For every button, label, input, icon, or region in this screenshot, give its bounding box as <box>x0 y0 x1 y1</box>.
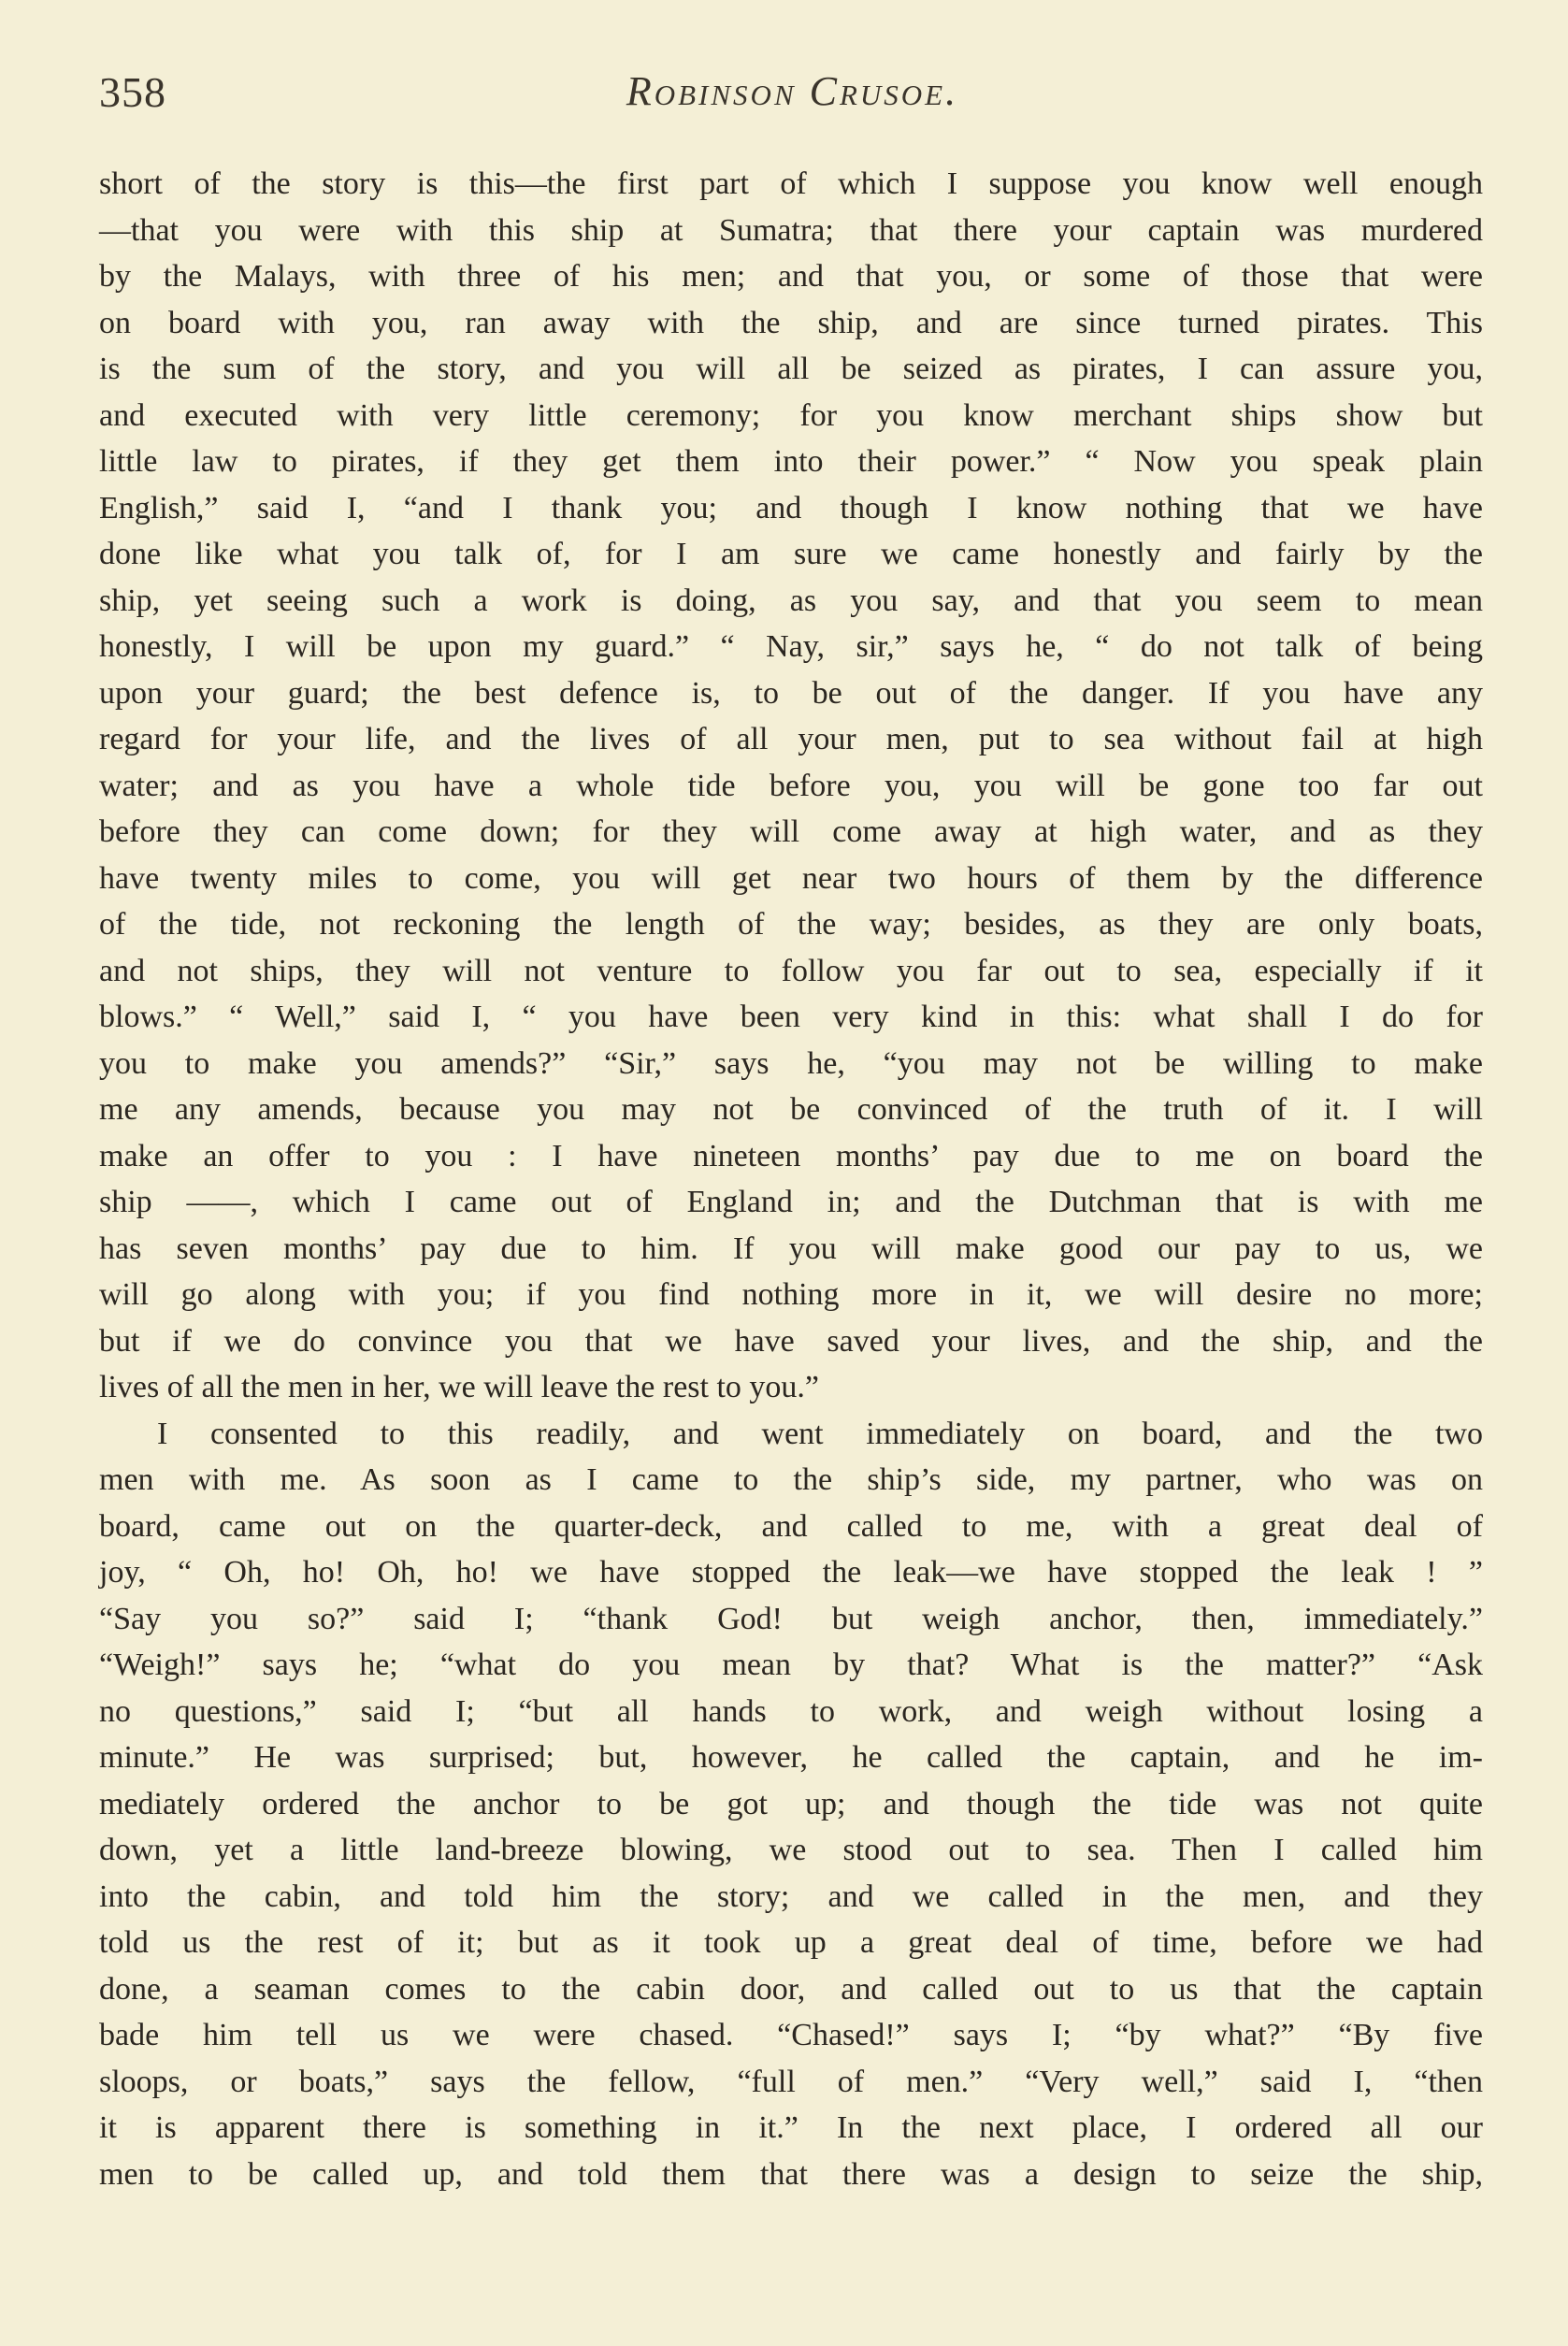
text-line: ship ——, which I came out of England in; and the Dutchman that is with me <box>99 1185 1483 1219</box>
text-line: men with me. As soon as I came to the ship’s side, my partner, who was on <box>99 1462 1483 1497</box>
text-line: is the sum of the story, and you will all be seized as pirates, I can assure you, <box>99 352 1483 386</box>
text-line: but if we do convince you that we have saved your lives, and the ship, and the <box>99 1323 1483 1359</box>
text-line: on board with you, ran away with the ship, and are since turned pirates. This <box>99 305 1483 340</box>
text-line: me any amends, because you may not be convinced of the truth of it. I will <box>99 1092 1483 1127</box>
text-line: will go along with you; if you find nothing more in it, we will desire no more; <box>99 1277 1483 1312</box>
text-line: has seven months’ pay due to him. If you will make good our pay to us, we <box>99 1231 1483 1266</box>
text-line: “Say you so?” said I; “thank God! but weigh anchor, then, immediately.” <box>99 1601 1483 1636</box>
text-line: —that you were with this ship at Sumatra; that there your captain was murdered <box>99 212 1483 248</box>
text-line: “Weigh!” says he; “what do you mean by that? What is the matter?” “Ask <box>99 1648 1483 1682</box>
text-line: told us the rest of it; but as it took up a great deal of time, before we had <box>99 1925 1483 1960</box>
text-line: no questions,” said I; “but all hands to work, and weigh without losing a <box>99 1693 1483 1729</box>
text-line: sloops, or boats,” says the fellow, “full of men.” “Very well,” said I, “then <box>99 2064 1483 2099</box>
paragraph-start-line: I consented to this readily, and went immediately on board, and the two <box>157 1416 1483 1451</box>
text-line: into the cabin, and told him the story; and we called in the men, and they <box>99 1878 1483 1914</box>
text-line: mediately ordered the anchor to be got up; and though the tide was not quite <box>99 1786 1483 1821</box>
text-line: joy, “ Oh, ho! Oh, ho! we have stopped the leak—we have stopped the leak ! ” <box>99 1555 1483 1590</box>
text-line: short of the story is this—the first part of which I suppose you know well enough <box>99 166 1483 201</box>
text-line: done, a seaman comes to the cabin door, and called out to us that the captain <box>99 1971 1483 2007</box>
text-line: by the Malays, with three of his men; and that you, or some of those that were <box>99 259 1483 294</box>
text-line: it is apparent there is something in it.” In the next place, I ordered all our <box>99 2110 1483 2145</box>
text-line: blows.” “ Well,” said I, “ you have been very kind in this: what shall I do for <box>99 1000 1483 1034</box>
page-header <box>99 58 1486 123</box>
text-line: and not ships, they will not venture to follow you far out to sea, especially if it <box>99 953 1483 988</box>
text-line: board, came out on the quarter-deck, and called to me, with a great deal of <box>99 1508 1483 1544</box>
body-text <box>99 161 1483 2197</box>
text-line: ship, yet seeing such a work is doing, as you say, and that you seem to mean <box>99 583 1483 618</box>
page-number: 358 <box>99 68 166 116</box>
text-line: minute.” He was surprised; but, however, he called the captain, and he im- <box>99 1740 1483 1775</box>
text-line: down, yet a little land-breeze blowing, we stood out to sea. Then I called him <box>99 1833 1483 1867</box>
text-line: have twenty miles to come, you will get near two hours of them by the difference <box>99 860 1483 896</box>
text-line: regard for your life, and the lives of all your men, put to sea without fail at high <box>99 722 1483 756</box>
text-line: done like what you talk of, for I am sure we came honestly and fairly by the <box>99 537 1483 571</box>
text-line: lives of all the men in her, we will leave the rest to you.” <box>99 1370 820 1404</box>
text-line: honestly, I will be upon my guard.” “ Nay, sir,” says he, “ do not talk of being <box>99 629 1483 664</box>
running-title: Robinson Crusoe. <box>626 68 959 114</box>
text-line: upon your guard; the best defence is, to be out of the danger. If you have any <box>99 675 1483 711</box>
text-line: water; and as you have a whole tide before you, you will be gone too far out <box>99 768 1483 803</box>
text-line: make an offer to you : I have nineteen months’ pay due to me on board the <box>99 1138 1483 1173</box>
text-line: and executed with very little ceremony; for you know merchant ships show but <box>99 397 1483 433</box>
text-line: you to make you amends?” “Sir,” says he, “you may not be willing to make <box>99 1045 1483 1081</box>
text-line: men to be called up, and told them that there was a design to seize the ship, <box>99 2156 1483 2192</box>
text-line: of the tide, not reckoning the length of the way; besides, as they are only boats, <box>99 907 1483 942</box>
text-line: little law to pirates, if they get them into their power.” “ Now you speak plain <box>99 444 1483 479</box>
text-line: bade him tell us we were chased. “Chased!” says I; “by what?” “By five <box>99 2018 1483 2052</box>
text-line: English,” said I, “and I thank you; and though I know nothing that we have <box>99 490 1483 525</box>
text-line: before they can come down; for they will come away at high water, and as they <box>99 814 1483 849</box>
